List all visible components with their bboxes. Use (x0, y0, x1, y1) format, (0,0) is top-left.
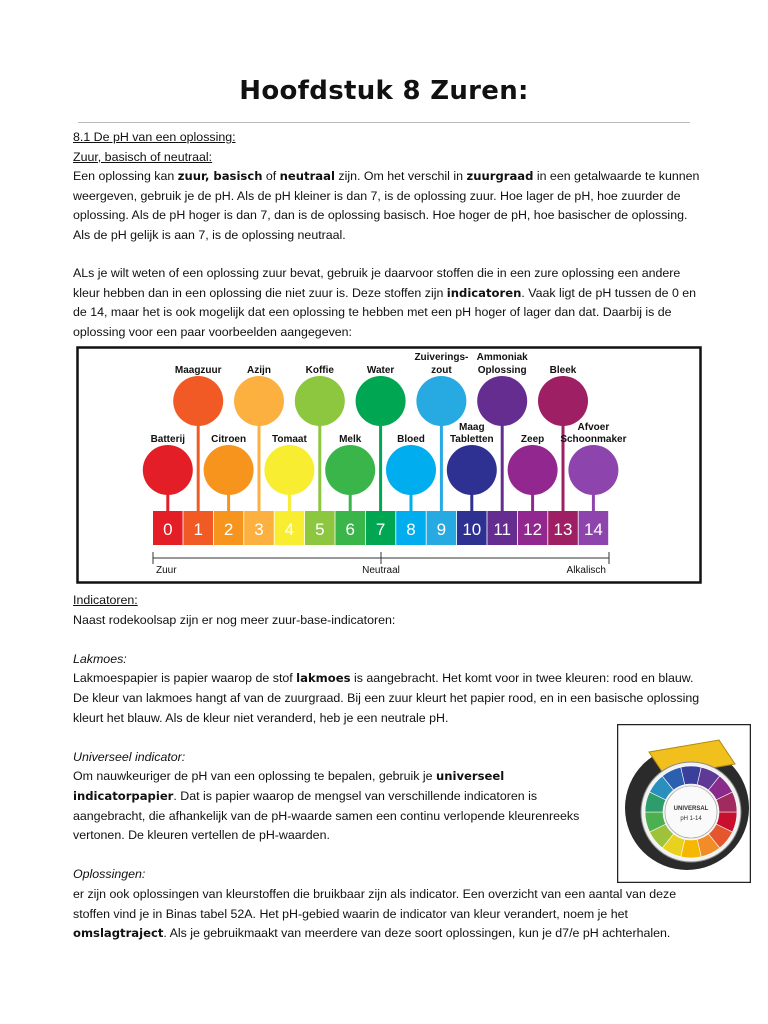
ph-scale-chart (76, 346, 702, 584)
text-run: Lakmoespapier is papier waarop de stof (73, 671, 297, 686)
indicator-paper-image (617, 724, 751, 883)
section-subheading-text: Zuur, basisch of neutraal: (73, 149, 213, 164)
top-label-line1: Zuiverings- (414, 352, 469, 363)
lakmoes-title: Lakmoes: (73, 651, 127, 666)
ph-number-14: 14 (583, 520, 603, 539)
indicator-paper-range: pH 1-14 (680, 816, 702, 822)
substance-icon (234, 376, 284, 426)
indicators-section (73, 591, 705, 944)
top-label: Bleek (549, 365, 577, 376)
top-label: Maagzuur (174, 365, 222, 376)
scale-label-alkalisch: Alkalisch (566, 565, 606, 576)
ph-number-0: 0 (163, 520, 173, 539)
text-run: er zijn ook oplossingen van kleurstoffen die bruikbaar zijn als indicator. Een overzicht van een aantal van deze stoffen vind je in Binas tabel 52A. Het pH-gebied waarin de indicator van kleur verandert, noem je het (73, 886, 677, 921)
text-run: . Dat is papier waarop de mengsel van verschillende indicatoren is aangebracht, die afhankelijk van de pH-waarde samen een continu verlopende kleurenreeks vertonen. De kleuren vertellen de pH-waarden. (73, 788, 580, 843)
indicator-intro-text (73, 264, 705, 342)
section-heading-text: 8.1 De pH van een oplossing: (73, 130, 236, 144)
substance-icon (264, 445, 314, 495)
bottom-label-line2: Schoonmaker (560, 434, 627, 445)
bottom-label: Citroen (211, 434, 247, 445)
bottom-label-line1: Afvoer (577, 422, 610, 433)
oplossingen-paragraph (73, 885, 695, 944)
text-run: Om nauwkeuriger de pH van een oplossing te bepalen, gebruik je (73, 769, 436, 784)
bottom-label: Melk (339, 434, 362, 445)
ph-number-1: 1 (193, 520, 203, 539)
bottom-label: Tomaat (271, 434, 307, 445)
ph-number-12: 12 (523, 520, 543, 539)
indicator-paper-label: UNIVERSAL (673, 806, 709, 812)
text-run: Een oplossing kan (73, 169, 178, 184)
text-run: . Als je gebruikmaakt van meerdere van deze soort oplossingen, kun je d7/e pH achterhalen. (163, 926, 671, 941)
section-heading (73, 128, 705, 148)
bottom-label-line2: Tabletten (449, 434, 494, 445)
ph-number-7: 7 (375, 520, 386, 539)
ph-number-5: 5 (315, 520, 325, 539)
term-zuurgraad: zuurgraad (466, 169, 534, 184)
substance-icon (568, 445, 618, 495)
term-universeel-indicatorpapier: universeel indicatorpapier (73, 769, 505, 803)
substance-icon (143, 445, 193, 495)
term-omslagtraject: omslagtraject (73, 926, 164, 941)
substance-icon (356, 376, 406, 426)
ph-number-13: 13 (553, 520, 573, 539)
term-neutraal: neutraal (279, 169, 335, 184)
top-label: Azijn (247, 365, 271, 376)
top-label-line1: Ammoniak (476, 352, 528, 363)
page-title: Hoofdstuk 8 Zuren: (239, 76, 529, 106)
indicators-heading-text: Indicatoren: (73, 593, 138, 607)
substance-icon (173, 376, 223, 426)
bottom-label: Batterij (150, 434, 186, 445)
text-run: zijn. Om het verschil in (334, 169, 467, 184)
scale-label-neutraal: Neutraal (362, 565, 400, 576)
universeel-title: Universeel indicator: (73, 749, 186, 764)
substance-icon (386, 445, 436, 495)
ph-number-11: 11 (493, 520, 512, 539)
term-zuur-basisch: zuur, basisch (177, 169, 263, 184)
section-text (73, 128, 705, 246)
ph-number-4: 4 (284, 520, 295, 539)
lakmoes-paragraph (73, 669, 705, 728)
term-indicatoren: indicatoren (446, 285, 522, 300)
text-run: of (262, 169, 280, 184)
bottom-label-line1: Maag (459, 422, 485, 433)
title-divider (78, 122, 690, 123)
term-lakmoes: lakmoes (296, 671, 351, 686)
bottom-label: Zeep (520, 434, 545, 445)
text-run: in een getalwaarde te kunnen weergeven, gebruik je de pH. Als de pH kleiner is dan 7, is de oplossing zuur. Hoe lager de pH, hoe zuurder de oplossing. Als de pH hoger is dan 7, dan is de oplossing basisch. Hoe hoger de pH, hoe basischer de oplossing. Als de pH gelijk is aan 7, is de oplossing neutraal. (73, 169, 700, 242)
universeel-paragraph (73, 767, 593, 845)
text-run: ALs je wilt weten of een oplossing zuur bevat, gebruik je daarvoor stoffen die in een zure oplossing een andere kleur hebben dan in een oplossing die niet zuur is. Deze stoffen zijn (73, 266, 681, 300)
substance-icon (477, 376, 527, 426)
scale-label-zuur: Zuur (156, 565, 177, 576)
ph-number-6: 6 (345, 520, 355, 539)
text-run: is aangebracht. Het komt voor in twee kleuren: rood en blauw. De kleur van lakmoes hangt af van de zuurgraad. Bij een zuur kleurt het papier rood, en in een basische oplossing kleurt het blauw. Als de kleur niet veranderd, heb je een neutrale pH. (73, 671, 700, 725)
paragraph-ph (73, 167, 705, 245)
bottom-label: Bloed (397, 434, 425, 445)
substance-icon (538, 376, 588, 426)
top-label-line2: zout (431, 365, 452, 376)
substance-icon (416, 376, 466, 426)
text-run: . Vaak ligt de pH tussen de 0 en de 14, maar het is ook mogelijk dat een oplossing te hebben met een pH hoger of lager dan dat. Daarbij is de oplossing voor een paar voorbeelden aangegeven: (73, 285, 697, 339)
ph-number-9: 9 (436, 520, 447, 539)
substance-icon (325, 445, 375, 495)
ph-number-3: 3 (254, 520, 264, 539)
substance-icon (204, 445, 254, 495)
top-label: Water (366, 365, 395, 376)
substance-icon (508, 445, 558, 495)
substance-icon (295, 376, 345, 426)
indicators-intro: Naast rodekoolsap zijn er nog meer zuur-base-indicatoren: (73, 612, 396, 627)
section-subheading (73, 148, 705, 168)
top-label: Koffie (305, 365, 334, 376)
ph-number-8: 8 (406, 520, 416, 539)
ph-number-2: 2 (223, 520, 234, 539)
paragraph-indicators (73, 264, 705, 342)
substance-icon (447, 445, 497, 495)
oplossingen-title: Oplossingen: (73, 867, 146, 882)
top-label-line2: Oplossing (477, 365, 527, 376)
ph-number-10: 10 (462, 520, 482, 539)
indicators-heading (73, 591, 705, 611)
